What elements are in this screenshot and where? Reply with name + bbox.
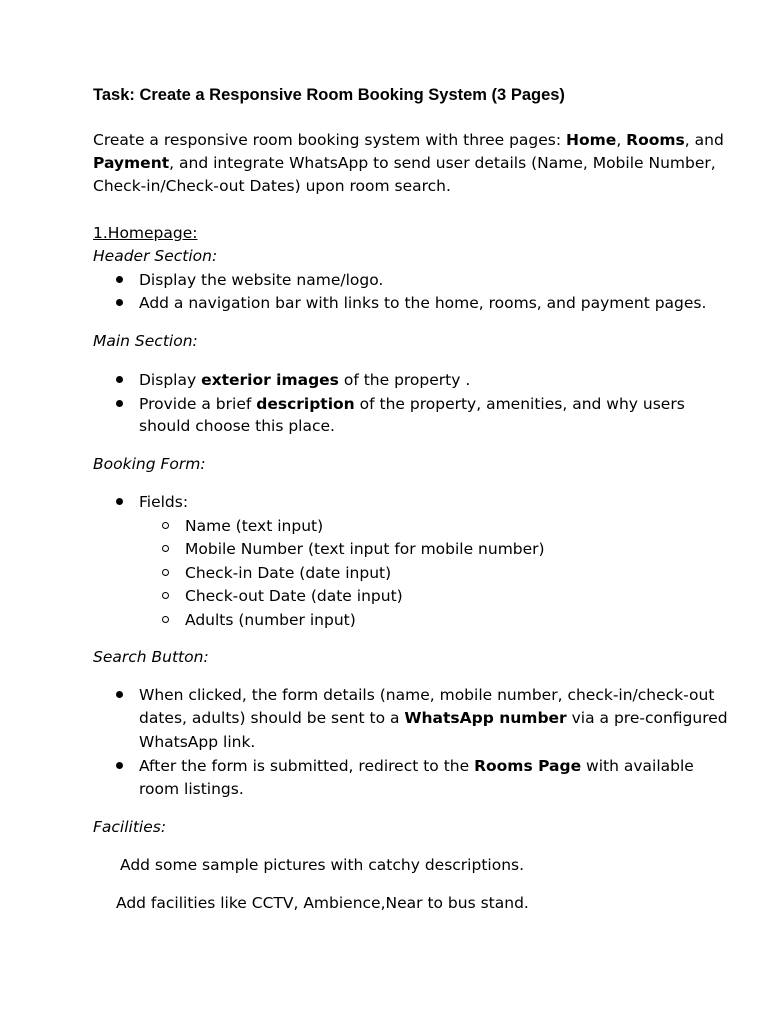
list-item-continuation: room listings. (139, 780, 244, 798)
bullet-icon (116, 691, 123, 698)
field-item: Check-out Date (date input) (185, 587, 403, 605)
field-item: Adults (number input) (185, 611, 356, 629)
bullet-icon (116, 400, 123, 407)
fields-label: Fields: (139, 493, 189, 511)
sub-bullet-icon (162, 592, 169, 599)
intro-paragraph (93, 129, 724, 198)
facilities-line-1: Add some sample pictures with catchy descriptions. (120, 856, 525, 874)
bullet-icon (116, 762, 123, 769)
search-button-label: Search Button: (93, 648, 209, 666)
booking-form-label: Booking Form: (93, 455, 206, 473)
homepage-heading: 1.Homepage: (93, 224, 198, 242)
rooms-bold: Rooms (626, 131, 685, 149)
bullet-icon (116, 376, 123, 383)
list-item: Provide a brief description of the property, amenities, and why users (139, 395, 685, 413)
intro-line-1: Create a responsive room booking system with three pages: Home, Rooms, and (93, 131, 724, 149)
list-item-continuation: WhatsApp link. (139, 733, 256, 751)
facilities-label: Facilities: (93, 818, 167, 836)
field-item: Name (text input) (185, 517, 324, 535)
sub-bullet-icon (162, 545, 169, 552)
list-item: Display the website name/logo. (139, 271, 384, 289)
home-bold: Home (566, 131, 617, 149)
intro-line-3: Check-in/Check-out Dates) upon room search. (93, 177, 451, 195)
list-item-continuation: should choose this place. (139, 417, 335, 435)
sub-bullet-icon (162, 569, 169, 576)
field-item: Check-in Date (date input) (185, 564, 392, 582)
main-section-label: Main Section: (93, 332, 198, 350)
intro-line-2: Payment, and integrate WhatsApp to send user details (Name, Mobile Number, (93, 154, 716, 172)
bullet-icon (116, 299, 123, 306)
list-item: Add a navigation bar with links to the home, rooms, and payment pages. (139, 294, 707, 312)
sub-bullet-icon (162, 616, 169, 623)
task-title: Task: Create a Responsive Room Booking System (3 Pages) (93, 86, 565, 104)
bullet-icon (116, 498, 123, 505)
header-section-label: Header Section: (93, 247, 218, 265)
sub-bullet-icon (162, 522, 169, 529)
payment-bold: Payment (93, 154, 170, 172)
facilities-line-2: Add facilities like CCTV, Ambience,Near to bus stand. (116, 894, 529, 912)
field-item: Mobile Number (text input for mobile number) (185, 540, 545, 558)
list-item: Display exterior images of the property . (139, 371, 471, 389)
list-item: After the form is submitted, redirect to the Rooms Page with available (139, 757, 694, 775)
bullet-icon (116, 276, 123, 283)
list-item: When clicked, the form details (name, mobile number, check-in/check-out (139, 686, 715, 704)
list-item-continuation: dates, adults) should be sent to a WhatsApp number via a pre-configured (139, 709, 728, 727)
